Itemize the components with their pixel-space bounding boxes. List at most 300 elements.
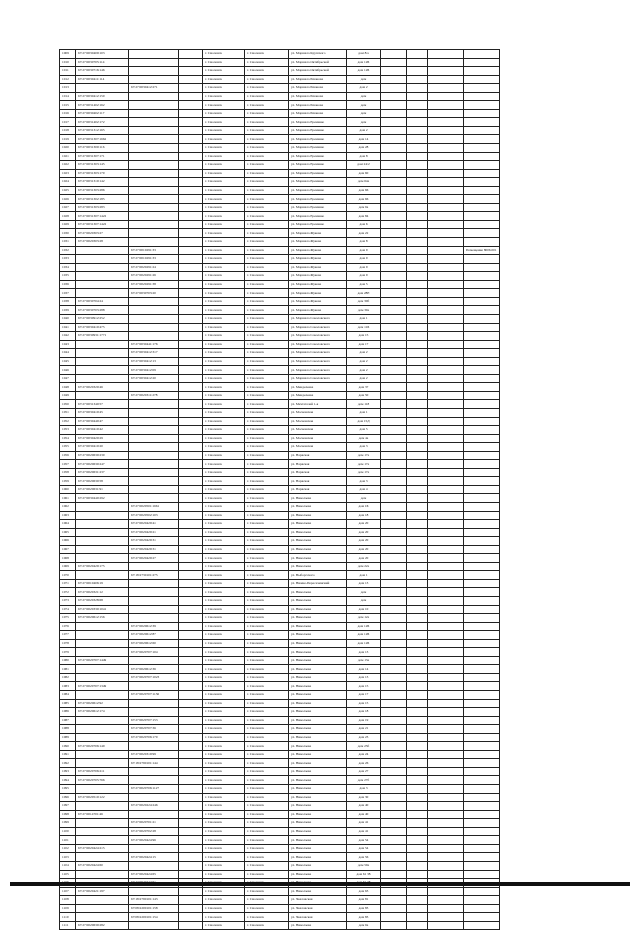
cadastral-number-2-cell [129,238,179,247]
table-row [60,699,500,708]
cadastral-number-2-cell: 67:27:0020291:24 [129,263,179,272]
street-cell: ул. Николаева [289,870,347,879]
city-cell: г. Смоленск [203,272,245,281]
code-cell [179,528,203,537]
table-row [60,289,500,298]
row-number-cell: 1041 [60,323,76,332]
note-cell [464,665,500,674]
note-cell [464,682,500,691]
table-row [60,272,500,281]
row-number-cell: 1042 [60,332,76,341]
note-cell [464,545,500,554]
street-cell: ул. Маршала Еременко [289,152,347,161]
district-cell: г. Смоленск [245,673,289,682]
cell-9-cell [381,332,407,341]
cell-11-cell [428,588,464,597]
table-row [60,520,500,529]
cadastral-number-2-cell [129,776,179,785]
cadastral-number-2-cell: 67:27:0020707:1023 [129,673,179,682]
row-number-cell: 1111 [60,921,76,930]
cell-10-cell [407,229,428,238]
table-row [60,460,500,469]
table-row [60,665,500,674]
cell-10-cell [407,144,428,153]
table-row [60,417,500,426]
cadastral-number-2-cell: 67:08:2200101:154 [129,913,179,922]
note-cell [464,921,500,930]
cell-10-cell [407,323,428,332]
row-number-cell: 1074 [60,605,76,614]
cell-9-cell [381,50,407,59]
house-cell: дом 17а [347,460,381,469]
table-row [60,349,500,358]
district-cell: г. Смоленск [245,520,289,529]
house-cell: дом 84 [347,212,381,221]
note-cell [464,238,500,247]
cell-9-cell [381,366,407,375]
cadastral-number-1-cell: 67:27:0031303:170 [76,169,129,178]
street-cell: ул. Менделеева [289,383,347,392]
note-cell [464,691,500,700]
cadastral-number-1-cell [76,904,129,913]
district-cell: г. Смоленск [245,742,289,751]
table-row [60,921,500,930]
cadastral-number-1-cell: 67:27:0031303:145 [76,161,129,170]
city-cell: г. Смоленск [203,588,245,597]
table-row [60,280,500,289]
cell-10-cell [407,101,428,110]
cadastral-number-2-cell: 67:27:0030412:317 [129,349,179,358]
street-cell: ул. Маршала Еременко [289,186,347,195]
street-cell: ул. Маршала Жукова [289,272,347,281]
code-cell [179,169,203,178]
row-number-cell: 1073 [60,597,76,606]
cell-11-cell [428,810,464,819]
house-cell: дом 9 [347,263,381,272]
street-cell: ул. Николаева [289,537,347,546]
cadastral-number-1-cell: 67:27:0020303:28 [76,238,129,247]
cell-11-cell [428,502,464,511]
house-cell: дом 64а [347,178,381,187]
street-cell: ул. Маршала Жукова [289,238,347,247]
cadastral-number-1-cell: 67:27:0031307:1422 [76,212,129,221]
cell-9-cell [381,374,407,383]
house-cell: дом 24 [347,750,381,759]
city-cell: г. Смоленск [203,58,245,67]
cadastral-number-1-cell [76,725,129,734]
note-cell [464,776,500,785]
cadastral-number-1-cell [76,673,129,682]
street-cell: ул. Чкаловская [289,913,347,922]
cadastral-number-2-cell: 67:27:0020311:278 [129,391,179,400]
cadastral-number-2-cell: 67:27:0020702:28 [129,827,179,836]
code-cell [179,742,203,751]
table-row [60,144,500,153]
cell-9-cell [381,904,407,913]
code-cell [179,579,203,588]
district-cell: г. Смоленск [245,272,289,281]
table-row [60,263,500,272]
table-row [60,528,500,537]
row-number-cell: 1085 [60,699,76,708]
cell-11-cell [428,58,464,67]
table-row [60,238,500,247]
city-cell: г. Смоленск [203,810,245,819]
cell-10-cell [407,691,428,700]
city-cell: г. Смоленск [203,870,245,879]
cell-10-cell [407,554,428,563]
city-cell: г. Смоленск [203,477,245,486]
cadastral-number-2-cell [129,708,179,717]
city-cell: г. Смоленск [203,691,245,700]
code-cell [179,562,203,571]
house-cell: дом 12Б [347,639,381,648]
cadastral-number-1-cell [76,648,129,657]
city-cell: г. Смоленск [203,468,245,477]
district-cell: г. Смоленск [245,562,289,571]
city-cell: г. Смоленск [203,229,245,238]
row-number-cell: 1029 [60,220,76,229]
cell-10-cell [407,58,428,67]
code-cell [179,554,203,563]
city-cell: г. Смоленск [203,485,245,494]
house-cell: дом 3 [347,785,381,794]
cadastral-number-1-cell: 67:27:0020706:211 [76,767,129,776]
street-cell: ул. Маршала Октябрьской [289,67,347,76]
row-number-cell: 1079 [60,648,76,657]
cell-10-cell [407,340,428,349]
cell-9-cell [381,802,407,811]
city-cell: г. Смоленск [203,144,245,153]
note-cell [464,554,500,563]
district-cell: г. Смоленск [245,212,289,221]
street-cell: ул. Николаева [289,844,347,853]
cell-9-cell [381,648,407,657]
cell-9-cell [381,101,407,110]
note-cell [464,511,500,520]
city-cell: г. Смоленск [203,169,245,178]
street-cell: ул. Маршала Соколовского [289,349,347,358]
house-cell: дом 28Е [347,289,381,298]
cadastral-number-2-cell [129,314,179,323]
note-cell [464,152,500,161]
house-cell: дом 3 [347,443,381,452]
cell-11-cell [428,195,464,204]
city-cell: г. Смоленск [203,571,245,580]
district-cell: г. Смоленск [245,665,289,674]
cell-9-cell [381,759,407,768]
house-cell: дом 41 [347,827,381,836]
street-cell: ул. Николаева [289,588,347,597]
cadastral-number-1-cell: 67:27:0020328:68 [76,597,129,606]
code-cell [179,144,203,153]
table-row [60,212,500,221]
cadastral-number-2-cell [129,810,179,819]
city-cell: г. Смоленск [203,374,245,383]
row-number-cell: 1075 [60,614,76,623]
note-cell [464,340,500,349]
row-number-cell: 1077 [60,631,76,640]
note-cell [464,58,500,67]
cadastral-number-2-cell [129,485,179,494]
table-row [60,708,500,717]
note-cell [464,477,500,486]
cadastral-number-2-cell: 67:27:0020429:41 [129,520,179,529]
district-cell: г. Смоленск [245,819,289,828]
code-cell [179,400,203,409]
city-cell: г. Смоленск [203,161,245,170]
house-cell: дом 37 [347,383,381,392]
cadastral-number-2-cell [129,468,179,477]
cadastral-number-1-cell: 67:27:0020612:92 [76,699,129,708]
cadastral-number-2-cell: 67:18:2790101:144 [129,759,179,768]
cell-9-cell [381,699,407,708]
cell-11-cell [428,84,464,93]
cell-9-cell [381,340,407,349]
table-row [60,571,500,580]
note-cell [464,408,500,417]
table-row [60,656,500,665]
cadastral-number-1-cell [76,691,129,700]
house-cell: дом 4 [347,485,381,494]
house-cell: дом 30б [347,297,381,306]
cell-10-cell [407,383,428,392]
table-row [60,366,500,375]
code-cell [179,101,203,110]
row-number-cell: 1107 [60,887,76,896]
cell-11-cell [428,468,464,477]
table-row [60,374,500,383]
house-cell: дом 17а [347,451,381,460]
cell-10-cell [407,434,428,443]
cell-11-cell [428,297,464,306]
cell-9-cell [381,161,407,170]
city-cell: г. Смоленск [203,443,245,452]
table-row [60,648,500,657]
note-cell [464,84,500,93]
cell-11-cell [428,827,464,836]
cell-9-cell [381,673,407,682]
cell-11-cell [428,511,464,520]
code-cell [179,391,203,400]
street-cell: ул. Николаева [289,861,347,870]
house-cell: дом 8 [347,152,381,161]
cell-10-cell [407,844,428,853]
cell-10-cell [407,366,428,375]
street-cell: ул. Мечтателей 1-я [289,400,347,409]
street-cell: ул. Николаева [289,802,347,811]
cell-10-cell [407,408,428,417]
house-cell: дом 1 [347,571,381,580]
cadastral-number-2-cell: 67:27:0020612:36 [129,665,179,674]
city-cell: г. Смоленск [203,220,245,229]
cadastral-number-1-cell: 67:27:0030705:114 [76,58,129,67]
cell-10-cell [407,118,428,127]
cell-9-cell [381,485,407,494]
cadastral-number-2-cell [129,400,179,409]
code-cell [179,357,203,366]
cadastral-number-2-cell [129,417,179,426]
district-cell: г. Смоленск [245,238,289,247]
district-cell: г. Смоленск [245,144,289,153]
street-cell: ул. Маршала Жукова [289,280,347,289]
city-cell: г. Смоленск [203,246,245,255]
row-number-cell: 1020 [60,144,76,153]
house-cell: дом 15 [347,699,381,708]
note-cell [464,520,500,529]
row-number-cell: 1108 [60,896,76,905]
cell-11-cell [428,785,464,794]
note-cell [464,597,500,606]
street-cell: ул. Николаева [289,656,347,665]
row-number-cell: 1050 [60,400,76,409]
street-cell: ул. Николаева [289,605,347,614]
city-cell: г. Смоленск [203,648,245,657]
cell-11-cell [428,314,464,323]
cadastral-number-2-cell: 67:27:0030703:20 [129,289,179,298]
cadastral-number-1-cell: 67:27:0030703:288 [76,306,129,315]
cell-9-cell [381,579,407,588]
table-row [60,759,500,768]
cell-11-cell [428,101,464,110]
cell-11-cell [428,742,464,751]
cadastral-number-2-cell [129,460,179,469]
house-cell: дом 14 [347,135,381,144]
row-number-cell: 1078 [60,639,76,648]
cell-9-cell [381,349,407,358]
house-cell: дом 2 [347,366,381,375]
note-cell [464,844,500,853]
row-number-cell: 1024 [60,178,76,187]
row-number-cell: 1033 [60,255,76,264]
table-row [60,682,500,691]
street-cell: ул. Николаева [289,836,347,845]
house-cell: дом 20 [347,528,381,537]
cell-10-cell [407,297,428,306]
note-cell [464,101,500,110]
note-cell [464,50,500,59]
cell-9-cell [381,776,407,785]
table-row [60,246,500,255]
cell-9-cell [381,631,407,640]
registry-table-container [59,49,500,930]
cell-9-cell [381,571,407,580]
cadastral-number-1-cell [76,631,129,640]
row-number-cell: 1039 [60,306,76,315]
cadastral-number-1-cell [76,255,129,264]
district-cell: г. Смоленск [245,255,289,264]
code-cell [179,374,203,383]
cadastral-number-2-cell [129,383,179,392]
table-row [60,468,500,477]
code-cell [179,417,203,426]
street-cell: ул. Маршала Жукова [289,306,347,315]
city-cell: г. Смоленск [203,408,245,417]
table-row [60,161,500,170]
house-cell: дом 27б [347,776,381,785]
cadastral-number-2-cell [129,297,179,306]
city-cell: г. Смоленск [203,314,245,323]
note-cell [464,203,500,212]
cadastral-number-2-cell [129,50,179,59]
house-cell: дом 60 [347,169,381,178]
house-cell: дом 61 38 [347,870,381,879]
cell-9-cell [381,861,407,870]
cell-11-cell [428,528,464,537]
house-cell: дом 83 [347,913,381,922]
cadastral-number-1-cell [76,785,129,794]
district-cell: г. Смоленск [245,332,289,341]
cell-9-cell [381,135,407,144]
table-row [60,58,500,67]
house-cell: дом 12Б [347,67,381,76]
cell-10-cell [407,92,428,101]
table-row [60,810,500,819]
cadastral-number-2-cell [129,861,179,870]
cell-9-cell [381,229,407,238]
cadastral-number-1-cell: 67:27:0030704:24 [76,297,129,306]
code-cell [179,725,203,734]
code-cell [179,802,203,811]
street-cell: ул. Маршала Рязанова [289,101,347,110]
cadastral-number-2-cell: 67:27:0020291:26 [129,272,179,281]
house-cell: дом 22а [347,562,381,571]
cadastral-number-2-cell [129,212,179,221]
row-number-cell: 1083 [60,682,76,691]
cell-10-cell [407,631,428,640]
district-cell: г. Смоленск [245,67,289,76]
city-cell: г. Смоленск [203,673,245,682]
cadastral-number-2-cell [129,332,179,341]
note-cell [464,767,500,776]
cell-10-cell [407,819,428,828]
cell-11-cell [428,836,464,845]
street-cell: ул. Маршала Еременко [289,212,347,221]
note-cell [464,793,500,802]
district-cell: г. Смоленск [245,913,289,922]
code-cell [179,708,203,717]
house-cell: дом 6а [347,921,381,930]
cell-11-cell [428,460,464,469]
cell-11-cell [428,725,464,734]
cell-10-cell [407,708,428,717]
street-cell: ул. Московская [289,426,347,435]
house-cell: дом 15 [347,682,381,691]
cadastral-number-1-cell: 67:27:0031307:171 [76,152,129,161]
code-cell [179,203,203,212]
cadastral-number-2-cell [129,844,179,853]
city-cell: г. Смоленск [203,135,245,144]
city-cell: г. Смоленск [203,67,245,76]
house-cell: дом 12Б [347,631,381,640]
note-cell [464,494,500,503]
cadastral-number-1-cell [76,520,129,529]
cadastral-number-2-cell: 67:27:0020429:31 [129,545,179,554]
cell-9-cell [381,691,407,700]
note-cell [464,391,500,400]
cell-10-cell [407,836,428,845]
cell-11-cell [428,272,464,281]
district-cell: г. Смоленск [245,400,289,409]
note-cell [464,648,500,657]
cell-10-cell [407,400,428,409]
table-row [60,776,500,785]
street-cell: ул. Николаева [289,622,347,631]
code-cell [179,511,203,520]
note-cell [464,485,500,494]
cell-10-cell [407,169,428,178]
cell-11-cell [428,400,464,409]
